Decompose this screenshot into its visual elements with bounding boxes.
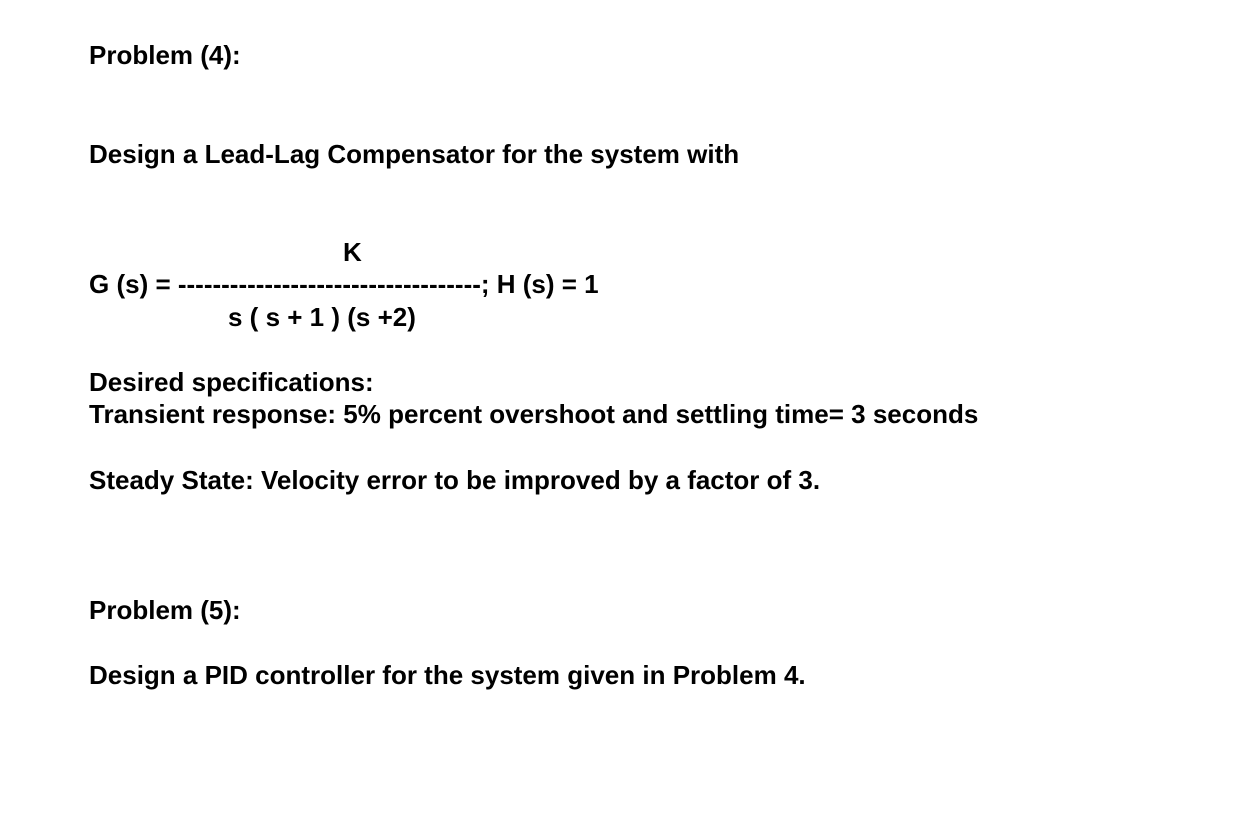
specifications-heading: Desired specifications: (89, 367, 374, 397)
problem-5-heading: Problem (5): (89, 595, 241, 625)
steady-state-spec: Steady State: Velocity error to be improved by a factor of 3. (89, 465, 821, 495)
transfer-function-numerator: K (343, 237, 362, 267)
problem-4-intro: Design a Lead-Lag Compensator for the system with (89, 139, 740, 169)
problem-4-heading: Problem (4): (89, 40, 241, 70)
transient-response-spec: Transient response: 5% percent overshoot and settling time= 3 seconds (89, 399, 979, 429)
transfer-function-denominator: s ( s + 1 ) (s +2) (228, 302, 416, 332)
problem-5-body: Design a PID controller for the system given in Problem 4. (89, 660, 806, 690)
transfer-function-equation: G (s) = -----------------------------------; H (s) = 1 (89, 269, 599, 299)
